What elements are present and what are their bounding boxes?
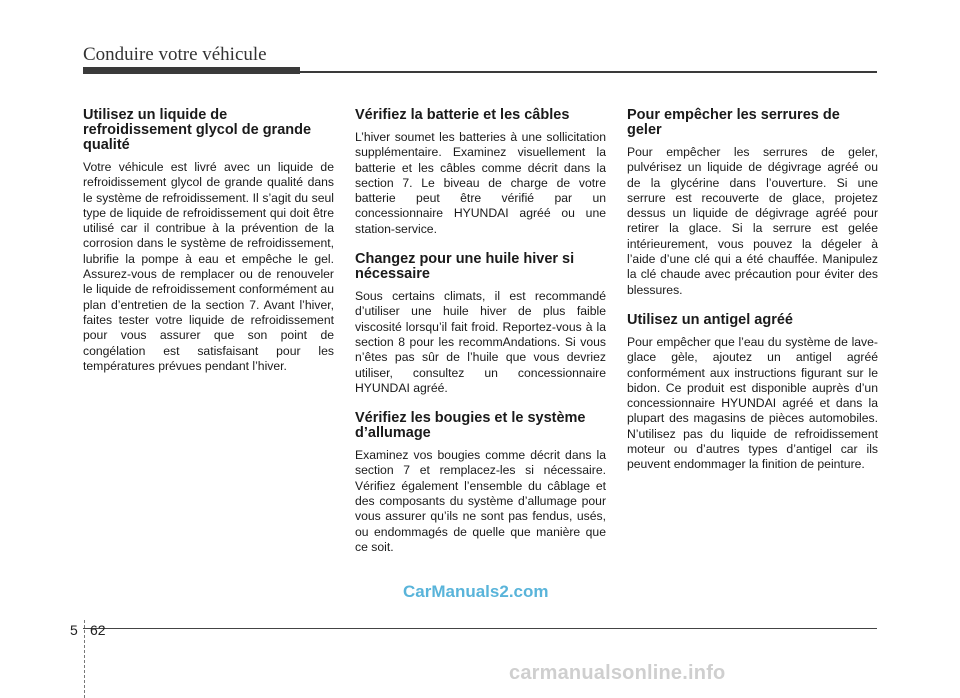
section-title: Utilisez un liquide de refroidissement glycol de grande qualité bbox=[83, 107, 312, 153]
page-number: 62 bbox=[90, 622, 106, 638]
section-body: Examinez vos bougies comme décrit dans la section 7 et remplacez-les si nécessaire. Vérifiez également l’ensemble du câblage et des composants du système d’allumage pour vous assurer qu’ils ne sont pas fendus, usés, ou endommagés de quelle que manière que ce soit. bbox=[355, 448, 606, 554]
section-title: Utilisez un antigel agréé bbox=[627, 311, 793, 328]
watermark-bottom: carmanualsonline.info bbox=[509, 662, 726, 684]
section-locks bbox=[627, 108, 878, 298]
page-divider bbox=[84, 620, 85, 698]
header-rule bbox=[83, 71, 877, 73]
section-antifreeze bbox=[627, 313, 878, 473]
section-title: Vérifiez la batterie et les câbles bbox=[355, 107, 570, 123]
section-spark-plugs bbox=[355, 411, 606, 555]
watermark-link[interactable]: CarManuals2.com bbox=[403, 582, 549, 601]
section-body: Pour empêcher les serrures de geler, pulvérisez un liquide de dégivrage agréé ou de la glycérine dans l’ouverture. Si une serrure est recouverte de glace, projetez dessus un liquide de dégivrage agréé pour retirer la glace. Si la serrure est gelée intérieurement, vous pouvez la dégeler à l’aide d’une clé qui a été chauffée. Manipulez la clé chaude avec précaution pour éviter des blessures. bbox=[627, 145, 878, 297]
footer-rule bbox=[83, 628, 877, 629]
page-header-title: Conduire votre véhicule bbox=[83, 44, 267, 65]
section-body: Votre véhicule est livré avec un liquide de refroidissement glycol de grande qualité dans le système de refroidissement. Il s’agit du seul type de liquide de refroidissement qui doit être utilisé car il contribue à la prévention de la corrosion dans le système de refroidissement, lubrifie la pompe à eau et empêche le gel. Assurez-vous de remplacer ou de renouveler le liquide de refroidissement conformément au plan d’entretien de la section 7. Avant l’hiver, faites tester votre liquide de refroidissement pour vous assurer que son point de congélation est satisfaisant pour les températures prévues pendant l’hiver. bbox=[83, 160, 334, 373]
chapter-number: 5 bbox=[70, 622, 78, 638]
section-body: L’hiver soumet les batteries à une sollicitation supplémentaire. Examinez visuellement la batterie et les câbles comme décrit dans la section 7. Le biveau de charge de votre batterie peut être vérifié par un concessionnaire HYUNDAI agréé ou une station-service. bbox=[355, 130, 606, 236]
section-body: Sous certains climats, il est recommandé d’utiliser une huile hiver de plus faible viscosité lorsqu’il fait froid. Reportez-vous à la section 8 pour les recommAndations. Si vous n’êtes pas sûr de l’huile que vous devriez utiliser, consultez un concessionnaire HYUNDAI agréé. bbox=[355, 289, 606, 395]
section-title: Pour empêcher les serrures de geler bbox=[627, 107, 840, 138]
section-title: Vérifiez les bougies et le système d’allumage bbox=[355, 410, 586, 442]
column-middle bbox=[355, 108, 606, 570]
section-battery bbox=[355, 108, 606, 237]
column-left bbox=[83, 108, 334, 389]
section-body: Pour empêcher que l’eau du système de lave-glace gèle, ajoutez un antigel agréé conformément aux instructions figurant sur le bidon. Ce produit est disponible auprès d’un concessionnaire HYUNDAI agréé et dans la plupart des magasins de pièces automobiles. N’utilisez pas du liquide de refroidissement moteur ou d’autres types d’antigel car ils peuvent endommager la finition de peinture. bbox=[627, 334, 878, 472]
section-title: Changez pour une huile hiver si nécessaire bbox=[355, 251, 575, 283]
section-coolant bbox=[83, 108, 334, 374]
section-winter-oil bbox=[355, 252, 606, 396]
column-right bbox=[627, 108, 878, 488]
